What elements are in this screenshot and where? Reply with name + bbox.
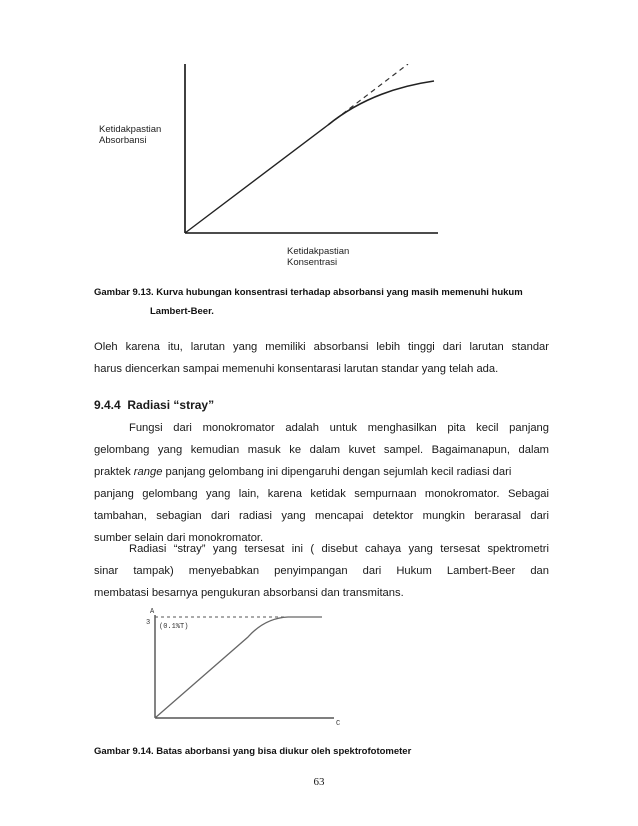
- y-label-line-1: Ketidakpastian: [99, 124, 162, 135]
- paragraph-1-line-1: Oleh karena itu, larutan yang memiliki absorbansi lebih tinggi dari larutan standar: [94, 341, 549, 353]
- figure-9-14-caption: Gambar 9.14. Batas aborbansi yang bisa diukur oleh spektrofotometer: [94, 746, 412, 757]
- figure-9-14-plot: [140, 604, 350, 732]
- x-label-line-2: Konsentrasi: [287, 257, 338, 268]
- figure-9-13-x-label: [287, 246, 377, 268]
- absorbance-limit-curve: [155, 617, 322, 718]
- figure-9-13-caption-continuation: Lambert-Beer.: [150, 306, 214, 317]
- paragraph-2-line-2: gelombang yang kemudian masuk ke dalam kuvet sampel. Bagaimanapun, dalam: [94, 444, 549, 456]
- page-number: 63: [313, 776, 325, 788]
- x-label-line-1: Ketidakpastian: [287, 246, 350, 257]
- paragraph-2-line-3-start: praktek: [94, 466, 134, 478]
- section-heading: [94, 398, 214, 412]
- paragraph-2-line-3: [94, 461, 549, 483]
- paragraph-2-line-6: sumber selain dari monokromator.: [94, 532, 264, 544]
- deviation-curve: [328, 81, 434, 125]
- linear-curve: [185, 125, 328, 233]
- paragraph-2-line-3-end: panjang gelombang ini dipengaruhi dengan sejumlah kecil radiasi dari: [162, 466, 512, 478]
- x-axis-letter: C: [336, 720, 341, 728]
- figure-9-13-y-label: [99, 124, 189, 146]
- section-number: 9.4.4: [94, 398, 121, 412]
- paragraph-2-line-1: Fungsi dari monokromator adalah untuk menghasilkan pita kecil panjang: [129, 422, 549, 434]
- paragraph-1: [94, 336, 549, 380]
- plateau-label: (0.1%T): [159, 623, 189, 631]
- paragraph-2-line-5: tambahan, sebagian dari radiasi yang mencapai detektor mungkin berarasal dari: [94, 510, 549, 522]
- y-label-line-2: Absorbansi: [99, 135, 147, 146]
- paragraph-2: [94, 417, 549, 549]
- paragraph-3-line-3: membatasi besarnya pengukuran absorbansi dan transmitans.: [94, 587, 404, 599]
- paragraph-2-line-4: panjang gelombang yang lain, karena ketidak sempurnaan monokromator. Sebagai: [94, 488, 549, 500]
- figure-9-13-caption: Gambar 9.13. Kurva hubungan konsentrasi terhadap absorbansi yang masih memenuhi hukum: [94, 287, 523, 298]
- italic-term-range: range: [133, 466, 163, 478]
- paragraph-3-line-1: Radiasi “stray” yang tersesat ini ( disebut cahaya yang tersesat spektrometri: [129, 543, 549, 555]
- y-axis-letter: A: [150, 608, 155, 616]
- section-title: Radiasi “stray”: [127, 398, 215, 412]
- figure-9-13-plot: [96, 64, 446, 240]
- paragraph-3-line-2: sinar tampak) menyebabkan penyimpangan dari Hukum Lambert-Beer dan: [94, 565, 549, 577]
- paragraph-3: [94, 538, 549, 604]
- y-tick-label: 3: [146, 619, 151, 627]
- paragraph-1-line-2: harus diencerkan sampai memenuhi konsentarasi larutan standar yang telah ada.: [94, 363, 499, 375]
